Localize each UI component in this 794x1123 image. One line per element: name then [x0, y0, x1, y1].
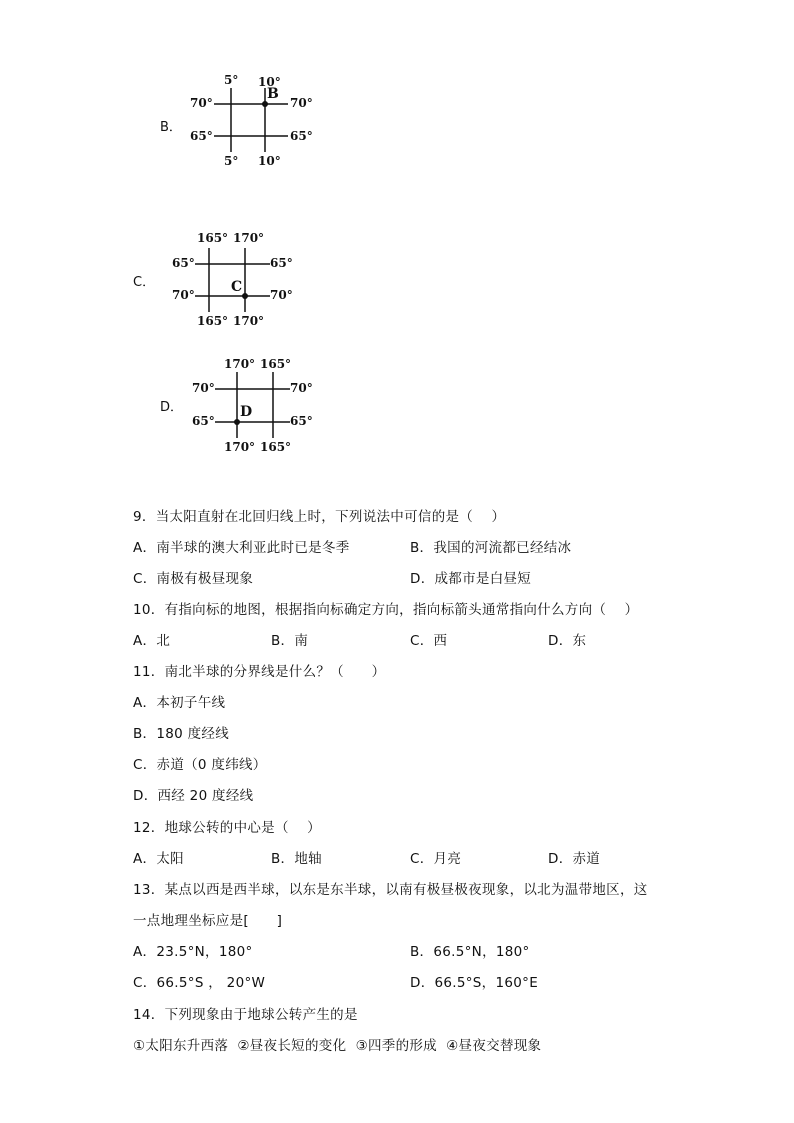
top-label: 170°	[233, 231, 265, 245]
top-label: 165°	[197, 231, 229, 245]
point-label-b: B	[267, 86, 279, 102]
left-label: 65°	[190, 129, 213, 143]
right-label: 70°	[290, 381, 313, 395]
top-label: 165°	[260, 357, 292, 371]
answer-option-a: A．23.5°N，180°	[133, 944, 253, 960]
answer-option-b: B．66.5°N，180°	[410, 944, 530, 960]
question-stem: 12．地球公转的中心是（ ）	[133, 820, 321, 836]
option-label-c: C．	[133, 275, 156, 290]
bottom-label: 170°	[224, 440, 256, 454]
question-stem: 11．南北半球的分界线是什么？（ ）	[133, 664, 386, 680]
question-stem: 14．下列现象由于地球公转产生的是	[133, 1007, 358, 1023]
answer-option-d: D．赤道	[548, 851, 601, 867]
bottom-label: 170°	[233, 314, 265, 328]
answer-option-a: A．北	[133, 633, 171, 649]
right-label: 65°	[270, 256, 293, 270]
answer-option-a: A．南半球的澳大利亚此时已是冬季	[133, 540, 350, 556]
answer-option-d: D．成都市是白昼短	[410, 571, 532, 587]
left-label: 70°	[192, 381, 215, 395]
left-label: 65°	[192, 414, 215, 428]
question-stem: 9．当太阳直射在北回归线上时，下列说法中可信的是（ ）	[133, 509, 506, 525]
answer-option-d: D．西经 20 度经线	[133, 788, 254, 804]
bottom-label: 10°	[258, 154, 281, 168]
point-label-c: C	[231, 279, 243, 295]
bottom-label: 5°	[224, 154, 239, 168]
answer-option-c: C．66.5°S ， 20°W	[133, 975, 266, 991]
answer-option-d: D．66.5°S，160°E	[410, 975, 539, 991]
top-label: 5°	[224, 73, 239, 87]
answer-option-b: B．南	[271, 633, 309, 649]
question-stem-line-1: 13．某点以西是西半球，以东是东半球，以南有极昼极夜现象，以北为温带地区，这	[133, 882, 648, 898]
bottom-label: 165°	[260, 440, 292, 454]
left-label: 65°	[172, 256, 195, 270]
statement-items: ①太阳东升西落 ②昼夜长短的变化 ③四季的形成 ④昼夜交替现象	[133, 1038, 542, 1054]
answer-option-c: C．西	[410, 633, 448, 649]
answer-option-d: D．东	[548, 633, 587, 649]
answer-option-c: C．月亮	[410, 851, 462, 867]
answer-option-c: C．南极有极昼现象	[133, 571, 254, 587]
answer-option-a: A．本初子午线	[133, 695, 226, 711]
answer-option-c: C．赤道（0 度纬线）	[133, 757, 267, 773]
answer-option-a: A．太阳	[133, 851, 184, 867]
right-label: 70°	[270, 288, 293, 302]
right-label: 65°	[290, 414, 313, 428]
grid-lines-d	[0, 0, 794, 470]
answer-option-b: B．我国的河流都已经结冰	[410, 540, 572, 556]
top-label: 10°	[258, 75, 281, 89]
right-label: 70°	[290, 96, 313, 110]
bottom-label: 165°	[197, 314, 229, 328]
answer-option-b: B．地轴	[271, 851, 322, 867]
right-label: 65°	[290, 129, 313, 143]
answer-option-b: B．180 度经线	[133, 726, 230, 742]
option-label-b: B．	[160, 120, 182, 135]
point-label-d: D	[240, 404, 253, 420]
question-stem: 10．有指向标的地图，根据指向标确定方向，指向标箭头通常指向什么方向（ ）	[133, 602, 639, 618]
question-stem-line-2: 一点地理坐标应是[ ]	[133, 913, 283, 929]
option-label-d: D．	[160, 400, 184, 415]
top-label: 170°	[224, 357, 256, 371]
left-label: 70°	[172, 288, 195, 302]
left-label: 70°	[190, 96, 213, 110]
